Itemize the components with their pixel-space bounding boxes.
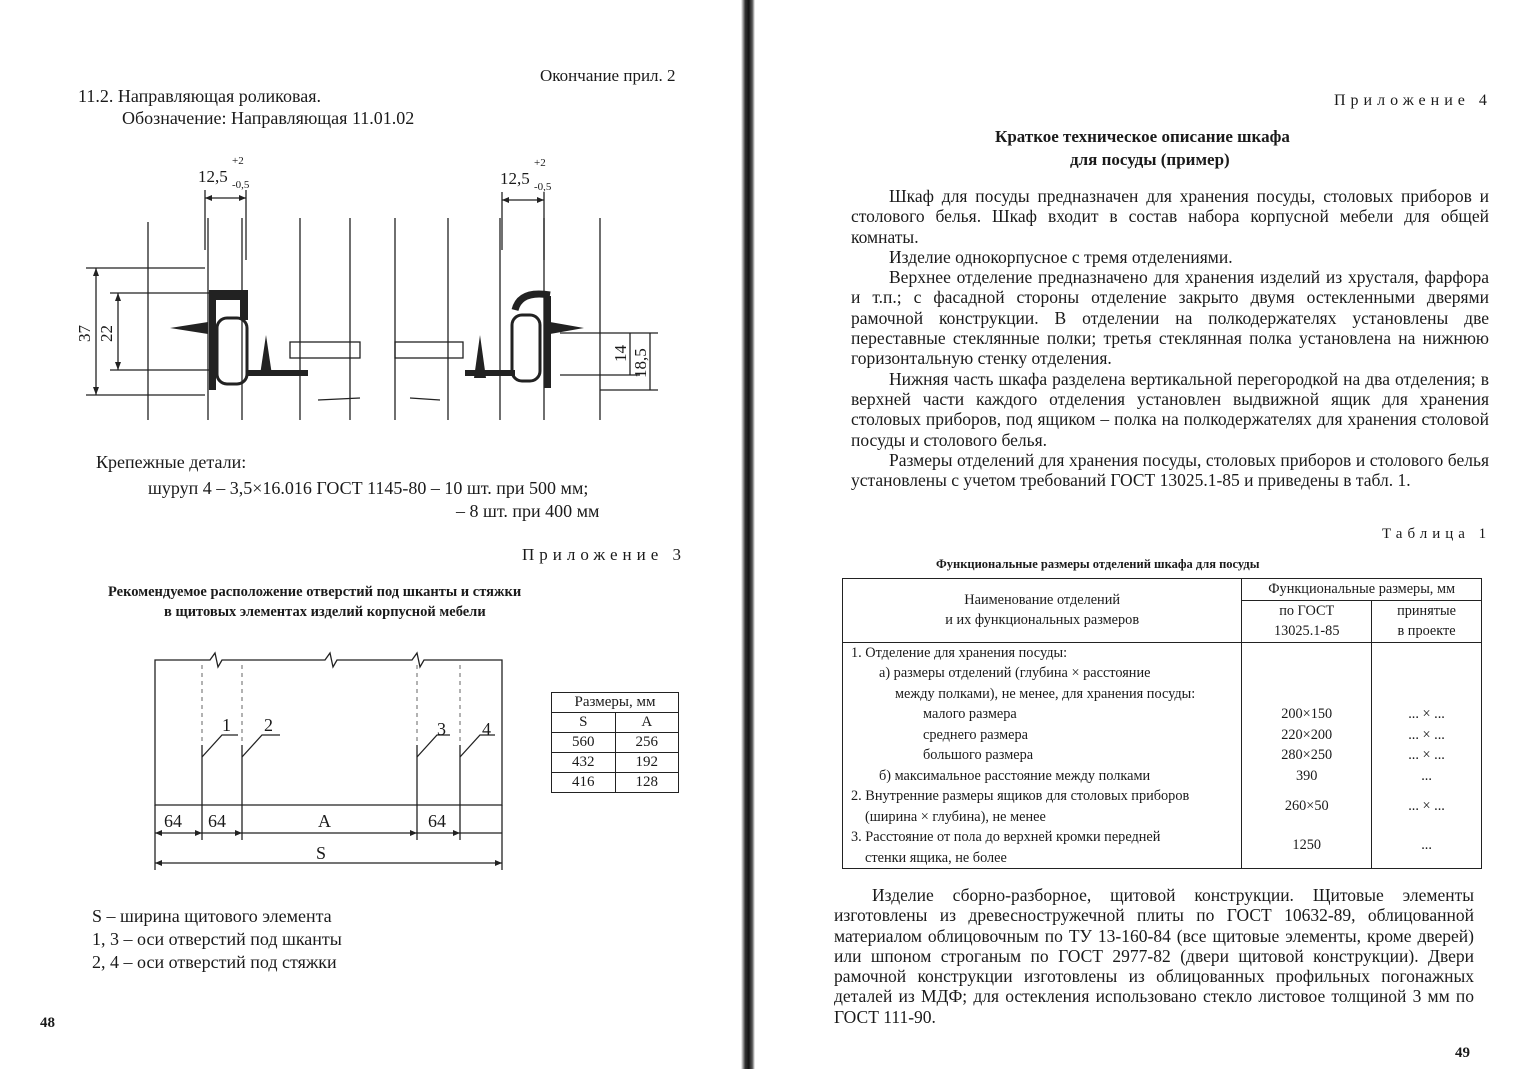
- row-name: стенки ящика, не более: [865, 849, 1007, 866]
- header-text: по ГОСТ: [1279, 602, 1335, 619]
- table-row: [552, 753, 679, 773]
- paragraph: Шкаф для посуды предназначен для хранения посуды, столовых приборов и столового белья. Шкаф входит в состав набора корпусной мебели для общей комнаты.: [851, 186, 1489, 247]
- continuation-header: Окончание прил. 2: [540, 66, 676, 85]
- row-name: (ширина × глубина), не менее: [865, 808, 1046, 825]
- table-cell: 128: [615, 773, 679, 793]
- table-cell: 432: [552, 753, 616, 773]
- gost-value: 220×200: [1281, 726, 1333, 743]
- sizes-col-s: S: [552, 713, 616, 733]
- gost-value: 280×250: [1281, 747, 1333, 763]
- row-name: между полками), не менее, для хранения посуды:: [895, 685, 1196, 702]
- header-text: 13025.1-85: [1273, 623, 1340, 639]
- dim-tolerance-up-right: +2: [534, 157, 546, 169]
- row-name: 3. Расстояние от пола до верхней кромки передней: [851, 829, 1161, 845]
- appendix-4-title-line-1: Краткое техническое описание шкафа: [995, 127, 1290, 146]
- sizes-table-header: Размеры, мм: [552, 693, 679, 713]
- gost-column: [1242, 642, 1372, 869]
- table-row: [552, 733, 679, 753]
- table-body: [843, 642, 1482, 869]
- header-text: в проекте: [1397, 623, 1456, 639]
- row-name: а) размеры отделений (глубина × расстояние: [879, 665, 1151, 681]
- project-value: ...: [1421, 767, 1432, 784]
- header-text: принятые: [1397, 602, 1456, 619]
- dim-14: 14: [611, 345, 630, 362]
- names-column: [843, 642, 1242, 869]
- gost-value: 390: [1296, 767, 1318, 784]
- functional-sizes-table: [842, 578, 1482, 869]
- page-number-left: 48: [40, 1015, 55, 1031]
- axis-label-1: 1: [222, 715, 231, 735]
- dim-64-c: 64: [428, 811, 446, 831]
- project-value: ... × ...: [1408, 747, 1445, 763]
- row-name: среднего размера: [923, 726, 1028, 743]
- project-column: [1372, 642, 1482, 869]
- axis-label-2: 2: [264, 715, 273, 735]
- project-value: ... × ...: [1408, 726, 1445, 743]
- table-row: [552, 773, 679, 793]
- panel-holes-drawing: [140, 645, 520, 880]
- body-text: [851, 186, 1489, 490]
- header-text: Наименование отделений: [964, 591, 1121, 608]
- paragraph: Размеры отделений для хранения посуды, столовых приборов и столового белья установлены с учетом требований ГОСТ 13025.1-85 и приведены в табл. 1.: [851, 449, 1489, 491]
- book-gutter: [741, 0, 755, 1069]
- dim-tolerance-up: +2: [232, 155, 244, 167]
- closing-text: [834, 885, 1474, 1027]
- table-cell: 192: [615, 753, 679, 773]
- legend-item: 2, 4 – оси отверстий под стяжки: [92, 952, 337, 972]
- page-number-right: 49: [1455, 1045, 1470, 1061]
- row-name: б) максимальное расстояние между полками: [879, 767, 1151, 784]
- dim-18-5: 18,5: [631, 348, 650, 378]
- legend-item: 1, 3 – оси отверстий под шканты: [92, 929, 342, 949]
- row-name: 1. Отделение для хранения посуды:: [851, 644, 1068, 661]
- dim-tolerance-down: -0,5: [232, 179, 250, 191]
- table-label: Таблица 1: [1382, 526, 1492, 542]
- project-value: ... × ...: [1408, 798, 1445, 814]
- appendix-4-label: Приложение 4: [1334, 92, 1492, 109]
- appendix-4-title-line-2: для посуды (пример): [1070, 150, 1230, 169]
- project-value: ...: [1421, 836, 1432, 853]
- roller-guide-drawing: [60, 150, 690, 430]
- appendix-3-label: Приложение 3: [522, 545, 686, 564]
- sizes-col-a: A: [615, 713, 679, 733]
- header-func-cell: Функциональные размеры, мм: [1242, 579, 1482, 601]
- legend-item: S – ширина щитового элемента: [92, 906, 332, 926]
- table-title: Функциональные размеры отделений шкафа для посуды: [936, 557, 1260, 571]
- dim-width-right: 12,5: [500, 169, 530, 188]
- sizes-table: [551, 692, 679, 793]
- dim-22: 22: [97, 325, 116, 342]
- axis-label-3: 3: [437, 719, 446, 739]
- header-name-cell: [843, 579, 1242, 643]
- row-name: малого размера: [923, 706, 1017, 722]
- appendix-3-title-line-1: Рекомендуемое расположение отверстий под шканты и стяжки: [108, 584, 522, 600]
- fasteners-line-1: шуруп 4 – 3,5×16.016 ГОСТ 1145-80 – 10 шт. при 500 мм;: [148, 478, 589, 498]
- gost-value: 260×50: [1284, 798, 1329, 814]
- dim-64-b: 64: [208, 811, 226, 831]
- paragraph: Нижняя часть шкафа разделена вертикальной перегородкой на два отделения; в верхней части каждого отделения установлен выдвижной ящик для хранения столовых приборов, под ящиком – полка на полкодержателях для хранения столовой посуды и столового белья.: [851, 368, 1489, 450]
- dim-width-left: 12,5: [198, 167, 228, 186]
- header-project-cell: [1372, 600, 1482, 642]
- header-gost-cell: [1242, 600, 1372, 642]
- header-text: и их функциональных размеров: [945, 612, 1140, 629]
- dim-s: S: [316, 843, 327, 863]
- dim-a: A: [318, 811, 331, 831]
- table-cell: 256: [615, 733, 679, 753]
- gost-value: 1250: [1292, 836, 1322, 853]
- project-value: ... × ...: [1408, 706, 1445, 722]
- designation-text: Обозначение: Направляющая 11.01.02: [122, 108, 415, 128]
- dim-tolerance-down-right: -0,5: [534, 181, 552, 193]
- axis-label-4: 4: [482, 719, 491, 739]
- table-cell: 416: [552, 773, 616, 793]
- fasteners-line-2: – 8 шт. при 400 мм: [456, 501, 600, 521]
- row-name: 2. Внутренние размеры ящиков для столовых приборов: [851, 788, 1190, 804]
- paragraph: Изделие однокорпусное с тремя отделениями.: [889, 246, 1233, 267]
- fasteners-title: Крепежные детали:: [96, 452, 247, 472]
- table-cell: 560: [552, 733, 616, 753]
- dim-64-a: 64: [164, 811, 182, 831]
- appendix-3-title-line-2: в щитовых элементах изделий корпусной мебели: [164, 604, 486, 620]
- paragraph: Верхнее отделение предназначено для хранения изделий из хрусталя, фарфора и т.п.; с фасадной стороны отделение закрыто двумя остекленными дверями рамочной конструкции. В отделении на полкодержателях установлены две переставные стеклянные полки; третья стеклянная полка установлена на нижнюю горизонтальную стенку отделения.: [851, 267, 1489, 369]
- gost-value: 200×150: [1281, 706, 1333, 722]
- section-title: 11.2. Направляющая роликовая.: [78, 86, 322, 106]
- row-name: большого размера: [923, 747, 1034, 763]
- dim-37: 37: [75, 325, 94, 342]
- paragraph: Изделие сборно-разборное, щитовой конструкции. Щитовые элементы изготовлены из древесностружечной плиты по ГОСТ 10632-89, облицованной материалом облицовочным по ТУ 13-160-84 (все щитовые элементы, кроме дверей) или шпоном строганым по ГОСТ 2977-82 (двери щитовой конструкции). Двери рамочной конструкции изготовлены из облицованных профильных погонажных деталей из МДФ; для остекления использовано стекло листовое толщиной 3 мм по ГОСТ 111-90.: [834, 885, 1474, 1027]
